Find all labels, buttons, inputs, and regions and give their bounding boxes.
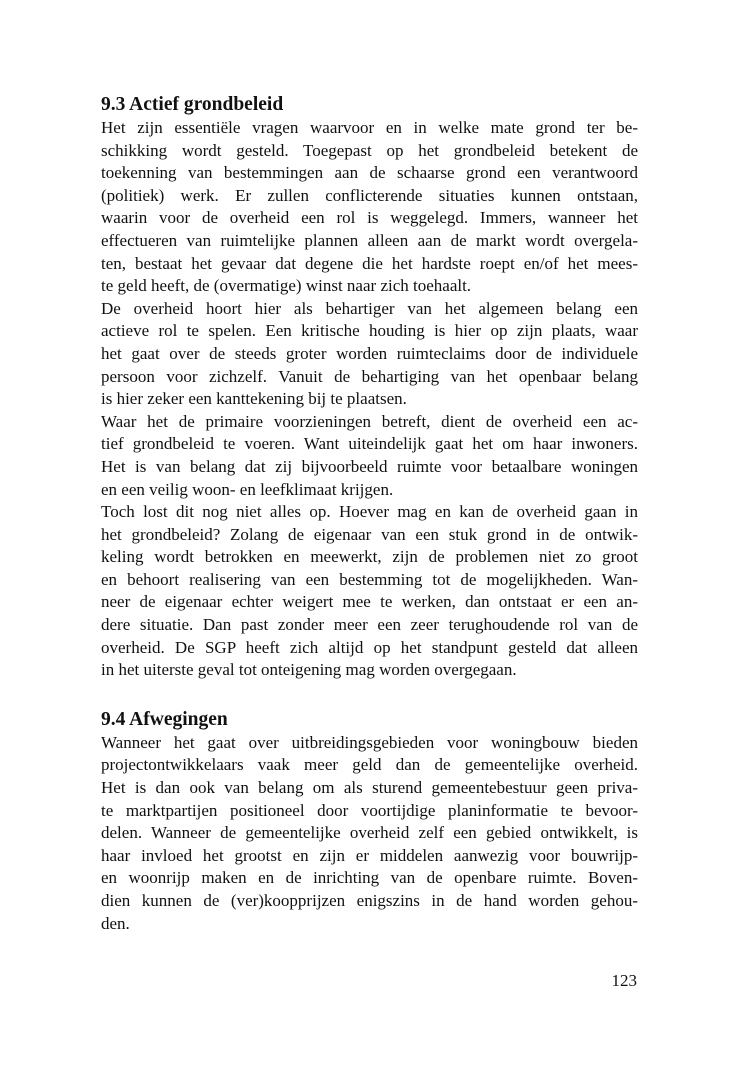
text-line: Toch lost dit nog niet alles op. Hoever mag en kan de overheid gaan in xyxy=(101,502,638,522)
text-line: is hier zeker een kanttekening bij te plaatsen. xyxy=(101,389,407,409)
text-line: overheid. De SGP heeft zich altijd op het standpunt gesteld dat alleen xyxy=(101,637,638,657)
text-line: persoon voor zichzelf. Vanuit de behartiging van het openbaar belang xyxy=(101,366,638,386)
text-line: keling wordt betrokken en meewerkt, zijn de problemen niet zo groot xyxy=(101,547,638,567)
text-line: effectueren van ruimtelijke plannen alleen aan de markt wordt overgela- xyxy=(101,230,638,250)
section-actief-grondbeleid xyxy=(101,93,638,682)
text-line: en een veilig woon- en leefklimaat krijgen. xyxy=(101,479,394,499)
text-line: het gaat over de steeds groter worden ruimteclaims door de individuele xyxy=(101,343,638,363)
text-line: Waar het de primaire voorzieningen betreft, dient de overheid een ac- xyxy=(101,411,638,431)
text-line: dien kunnen de (ver)koopprijzen enigszins in de hand worden gehou- xyxy=(101,891,638,910)
paragraph xyxy=(101,117,638,298)
text-line: te geld heeft, de (overmatige) winst naar zich toehaalt. xyxy=(101,276,472,296)
text-line: tief grondbeleid te voeren. Want uiteindelijk gaat het om haar inwoners. xyxy=(101,434,638,454)
text-line: haar invloed het grootst en zijn er middelen aanwezig voor bouwrijp- xyxy=(101,845,638,865)
text-line: Het zijn essentiële vragen waarvoor en in welke mate grond ter be- xyxy=(101,118,638,137)
text-line: Het is dan ook van belang om als sturend gemeentebestuur geen priva- xyxy=(101,778,638,798)
text-line: ten, bestaat het gevaar dat degene die het hardste roept en/of het mees- xyxy=(101,253,638,273)
paragraph xyxy=(101,732,638,935)
text-line: en behoort realisering van een bestemming tot de mogelijkheden. Wan- xyxy=(101,569,638,589)
text-line: het grondbeleid? Zolang de eigenaar van een stuk grond in de ontwik- xyxy=(101,524,638,544)
text-line: neer de eigenaar echter weigert mee te werken, dan ontstaat er een an- xyxy=(101,592,638,612)
text-line: waarin voor de overheid een rol is weggelegd. Immers, wanneer het xyxy=(101,208,638,228)
text-line: projectontwikkelaars vaak meer geld dan de gemeentelijke overheid. xyxy=(101,755,638,775)
paragraph xyxy=(101,501,638,682)
section-afwegingen xyxy=(101,708,638,935)
text-line: den. xyxy=(101,913,130,933)
section-heading: 9.3 Actief grondbeleid xyxy=(101,94,284,115)
text-line: actieve rol te spelen. Een kritische houding is hier op zijn plaats, waar xyxy=(101,321,638,341)
section-heading: 9.4 Afwegingen xyxy=(101,708,228,730)
paragraph xyxy=(101,298,638,411)
text-line: in het uiterste geval tot onteigening mag worden overgegaan. xyxy=(101,660,517,680)
page-number: 123 xyxy=(611,971,637,990)
text-line: en woonrijp maken en de inrichting van de openbare ruimte. Boven- xyxy=(101,868,638,888)
text-line: te marktpartijen positioneel door voortijdige planinformatie te bevoor- xyxy=(101,800,638,820)
text-line: dere situatie. Dan past zonder meer een zeer terughoudende rol van de xyxy=(101,615,638,635)
text-line: delen. Wanneer de gemeentelijke overheid zelf een gebied ontwikkelt, is xyxy=(101,823,638,843)
text-line: De overheid hoort hier als behartiger van het algemeen belang een xyxy=(101,298,638,318)
text-line: Wanneer het gaat over uitbreidingsgebieden voor woningbouw bieden xyxy=(101,732,638,752)
text-line: (politiek) werk. Er zullen conflicterende situaties kunnen ontstaan, xyxy=(101,185,638,205)
text-line: Het is van belang dat zij bijvoorbeeld ruimte voor betaalbare woningen xyxy=(101,456,638,476)
page-content xyxy=(101,93,638,935)
paragraph xyxy=(101,411,638,501)
text-line: schikking wordt gesteld. Toegepast op het grondbeleid betekent de xyxy=(101,140,638,160)
text-line: toekenning van bestemmingen aan de schaarse grond een verantwoord xyxy=(101,163,638,183)
